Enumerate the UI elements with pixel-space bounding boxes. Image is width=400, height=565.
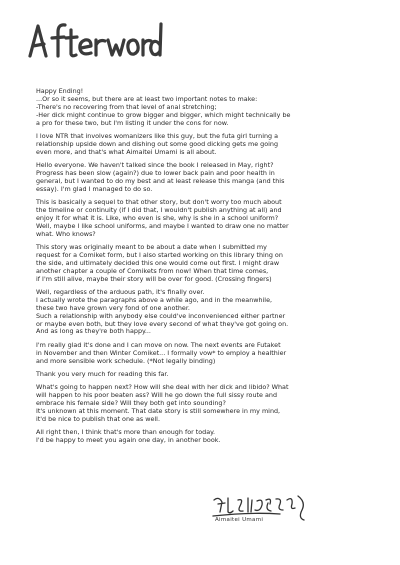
text-line: I'm really glad it's done and I can move on now. The next events are Futaket (36, 340, 281, 349)
text-line: What's going to happen next? How will she deal with her dick and libido? What (36, 383, 289, 392)
text-line: even more, and that's what Aimaitei Umami is all about. (36, 147, 217, 156)
paragraph (36, 199, 372, 239)
text-line: And as long as they're both happy... (36, 327, 151, 336)
text-line: I love NTR that involves womanizers like this guy, but the futa girl turning a (36, 131, 279, 140)
afterword-body (36, 88, 372, 450)
text-line: if I'm still alive, maybe their story will be over for good. (Crossing fingers) (36, 274, 272, 283)
text-line: embrace his female side? Will they both get into sounding? (36, 398, 226, 407)
paragraph (36, 88, 372, 128)
text-line: request for a Comiket form, but I also started working on this library thing on (36, 250, 283, 259)
text-line: relationship upside down and dishing out some good dicking gets me going (36, 139, 279, 148)
text-line: another chapter a couple of Comikets from now! When that time comes, (36, 266, 269, 275)
text-line: Such a relationship with anybody else could've inconvenienced either partner (36, 311, 286, 320)
paragraph (36, 289, 372, 336)
text-line: This is basically a sequel to that other story, but don't worry too much about (36, 198, 282, 207)
text-line: All right then, I think that's more than enough for today. (36, 428, 216, 437)
paragraph (36, 133, 372, 157)
text-line: in November and then Winter Comiket... I formally vow* to employ a healthier (36, 348, 287, 357)
text-line: general, but I wanted to do my best and at least release this manga (and this (36, 176, 285, 185)
text-line: a pro for these two, but I'm listing it under the cons for now. (36, 118, 229, 127)
text-line: what. Who knows? (36, 229, 96, 238)
paragraph (36, 162, 372, 194)
text-line: Thank you very much for reading this far. (36, 369, 169, 378)
text-line: and more sensible work schedule. (*Not legally binding) (36, 356, 216, 365)
text-line: -There's no recovering from that level of anal stretching; (36, 102, 217, 111)
text-line: Hello everyone. We haven't talked since the book I released in May, right? (36, 161, 274, 170)
text-line: This story was originally meant to be about a date when I submitted my (36, 242, 267, 251)
text-line: I actually wrote the paragraphs above a while ago, and in the meanwhile, (36, 295, 273, 304)
paragraph (36, 429, 372, 445)
text-line: Happy Ending! (36, 87, 84, 95)
page-title (24, 18, 164, 62)
text-line: -Her dick might continue to grow bigger and bigger, which might technically be (36, 110, 291, 119)
title-lettering-icon (24, 18, 164, 62)
text-line: It's unknown at this moment. That date story is still somewhere in my mind, (36, 406, 281, 415)
text-line: ...Or so it seems, but there are at least two important notes to make: (36, 94, 258, 103)
signature-scribble-icon (210, 488, 310, 534)
text-line: Progress has been slow (again?) due to lower back pain and poor health in (36, 168, 275, 177)
text-line: or maybe even both, but they love every second of what they've got going on. (36, 319, 289, 328)
text-line: these two have grown very fond of one another. (36, 303, 190, 312)
text-line: I'd be happy to meet you again one day, in another book. (36, 435, 221, 444)
signature-name: Aimaitei Umami (215, 517, 264, 523)
text-line: the timeline or continuity (if I did that, I wouldn't publish anything at all) and (36, 205, 282, 214)
text-line: Well, regardless of the arduous path, it's finally over. (36, 287, 205, 296)
text-line: it'd be nice to publish that one as well. (36, 414, 160, 423)
text-line: enjoy it for what it is. Like, who even is she, why is she in a school uniform? (36, 213, 279, 222)
paragraph (36, 371, 372, 379)
paragraph (36, 342, 372, 366)
text-line: essay). I'm glad I managed to do so. (36, 184, 153, 193)
text-line: will happen to his poor beaten ass? Will he go down the full sissy route and (36, 391, 278, 400)
paragraph (36, 244, 372, 284)
text-line: Well, maybe I like school uniforms, and maybe I wanted to draw one no matter (36, 221, 289, 230)
paragraph (36, 384, 372, 424)
signature (210, 488, 310, 534)
text-line: the side, and ultimately decided this one would come out first. I might draw (36, 258, 280, 267)
